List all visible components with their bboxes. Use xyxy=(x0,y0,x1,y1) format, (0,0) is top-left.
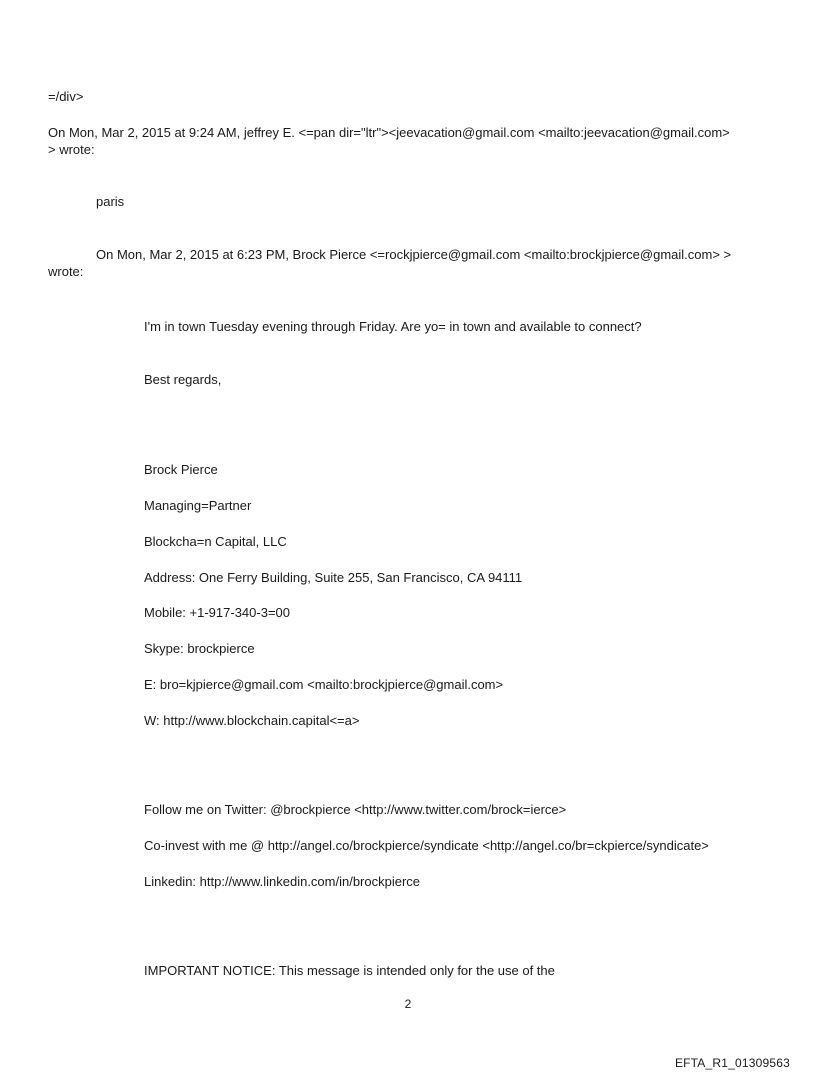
signature-angel: Co-invest with me @ http://angel.co/brockpierce/syndicate <http://angel.co/br=ckpierce/syndicate> xyxy=(144,838,709,853)
legal-notice: IMPORTANT NOTICE: This message is intended only for the use of the xyxy=(144,963,555,978)
message-body: paris xyxy=(96,194,125,209)
signature-twitter: Follow me on Twitter: @brockpierce <http://www.twitter.com/brock=ierce> xyxy=(144,802,567,817)
signature-address: Address: One Ferry Building, Suite 255, San Francisco, CA 94111 xyxy=(144,570,523,585)
signature-company: Blockcha=n Capital, LLC xyxy=(144,534,287,549)
signature-name: Brock Pierce xyxy=(144,462,218,477)
salutation: Best regards, xyxy=(144,372,222,387)
reply-header-line: On Mon, Mar 2, 2015 at 6:23 PM, Brock Pierce <=rockjpierce@gmail.com <mailto:brockjpierce@gmail.com> > xyxy=(96,247,732,262)
reply-header-line: wrote: xyxy=(48,264,84,279)
reply-header-line: On Mon, Mar 2, 2015 at 9:24 AM, jeffrey E. <=pan dir="ltr"><jeevacation@gmail.com <mailto:jeevacation@gmail.com> xyxy=(48,125,730,140)
signature-website: W: http://www.blockchain.capital<=a> xyxy=(144,713,360,728)
text-line: =/div> xyxy=(48,89,84,104)
reply-header-line: > wrote: xyxy=(48,142,95,157)
page-number: 2 xyxy=(404,997,412,1011)
message-body: I'm in town Tuesday evening through Friday. Are yo= in town and available to connect? xyxy=(144,319,642,334)
signature-title: Managing=Partner xyxy=(144,498,252,513)
signature-mobile: Mobile: +1-917-340-3=00 xyxy=(144,605,290,620)
signature-skype: Skype: brockpierce xyxy=(144,641,255,656)
bates-number: EFTA_R1_01309563 xyxy=(674,1056,790,1070)
signature-email: E: bro=kjpierce@gmail.com <mailto:brockjpierce@gmail.com> xyxy=(144,677,504,692)
signature-linkedin: Linkedin: http://www.linkedin.com/in/brockpierce xyxy=(144,874,421,889)
